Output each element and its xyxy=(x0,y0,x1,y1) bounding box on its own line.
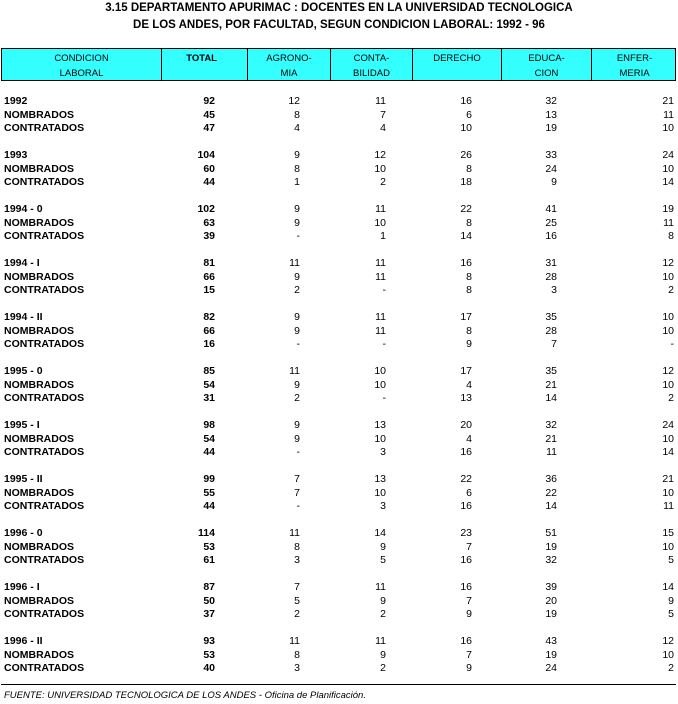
col-derecho-header xyxy=(413,49,502,80)
col-total-value: 85 xyxy=(203,365,215,377)
row-label: NOMBRADOS xyxy=(4,594,74,607)
col-derecho-value: 14 xyxy=(460,230,472,242)
col-total-value: 98 xyxy=(203,419,215,431)
col-derecho-value: 16 xyxy=(460,95,472,107)
col-enfermeria-value: 12 xyxy=(662,257,674,269)
col-educacion-value: 32 xyxy=(545,554,557,566)
col-educacion-value: 14 xyxy=(545,500,557,512)
col-agronomia-value: 3 xyxy=(294,554,300,566)
row-label: NOMBRADOS xyxy=(4,216,74,229)
col-educacion-value: 7 xyxy=(551,338,557,350)
col-enfermeria-value: 19 xyxy=(662,203,674,215)
row-label: NOMBRADOS xyxy=(4,432,74,445)
col-contabilidad-value: 9 xyxy=(380,648,386,661)
row-label: 1994 - I xyxy=(4,257,40,269)
col-contabilidad-value: 11 xyxy=(375,257,386,269)
col-educacion-value: 19 xyxy=(545,608,557,620)
col-educacion-header xyxy=(502,49,592,80)
col-derecho-value: 16 xyxy=(460,581,472,593)
col-derecho-value: 7 xyxy=(466,648,472,661)
col-derecho-value: 8 xyxy=(466,162,472,175)
table-row xyxy=(0,95,678,108)
row-label: CONTRATADOS xyxy=(4,446,85,458)
col-total-value: 39 xyxy=(203,230,215,242)
col-derecho-value: 7 xyxy=(466,594,472,607)
col-enfermeria-value: 24 xyxy=(662,149,674,161)
row-label: CONTRATADOS xyxy=(4,608,85,620)
row-label: CONTRATADOS xyxy=(4,176,85,188)
col-educacion-value: 19 xyxy=(545,540,557,553)
col-enfermeria-value: 11 xyxy=(663,216,674,229)
col-agronomia-value: 7 xyxy=(294,486,300,499)
header-label-line-1: CONTA- xyxy=(353,53,390,64)
col-agronomia-value: 9 xyxy=(294,216,300,229)
col-contabilidad-value: 3 xyxy=(380,500,386,512)
table-row xyxy=(0,433,678,446)
col-contabilidad-value: 5 xyxy=(380,554,386,566)
col-educacion-value: 14 xyxy=(545,392,557,404)
col-educacion-value: 43 xyxy=(545,635,557,647)
col-derecho-value: 17 xyxy=(460,365,472,377)
col-derecho-value: 16 xyxy=(460,554,472,566)
col-enfermeria-value: 10 xyxy=(662,162,674,175)
col-enfermeria-value: 10 xyxy=(662,311,674,323)
col-total-value: 40 xyxy=(203,662,215,674)
col-contabilidad-value: 10 xyxy=(374,216,386,229)
col-educacion-value: 25 xyxy=(545,216,557,229)
col-total-value: 54 xyxy=(203,432,215,445)
col-enfermeria-value: 15 xyxy=(662,527,674,539)
col-enfermeria-value: 21 xyxy=(662,95,674,107)
col-educacion-value: 32 xyxy=(545,95,557,107)
col-derecho-value: 16 xyxy=(460,500,472,512)
col-contabilidad-value: 2 xyxy=(380,662,386,674)
header-label-line-1: TOTAL xyxy=(186,53,217,64)
col-derecho-value: 16 xyxy=(460,257,472,269)
col-educacion-value: 19 xyxy=(545,648,557,661)
col-agronomia-value: - xyxy=(296,500,300,512)
col-derecho-value: 16 xyxy=(460,446,472,458)
col-agronomia-value: - xyxy=(296,446,300,458)
col-total-value: 63 xyxy=(203,216,215,229)
col-educacion-value: 24 xyxy=(545,162,557,175)
col-total-value: 114 xyxy=(198,527,215,539)
col-agronomia-value: 11 xyxy=(289,527,300,539)
col-total-value: 87 xyxy=(203,581,215,593)
col-derecho-value: 9 xyxy=(466,338,472,350)
table-row xyxy=(0,635,678,648)
col-educacion-value: 16 xyxy=(545,230,557,242)
col-educacion-value: 13 xyxy=(545,108,557,121)
table-row xyxy=(0,419,678,432)
col-enfermeria-value: 21 xyxy=(662,473,674,485)
col-derecho-value: 16 xyxy=(460,635,472,647)
col-enfermeria-value: 9 xyxy=(668,594,674,607)
col-contabilidad-value: 10 xyxy=(374,378,386,391)
col-total-value: 104 xyxy=(197,149,215,161)
header-label-line-2: BILIDAD xyxy=(353,68,390,79)
table-row xyxy=(0,176,678,189)
col-contabilidad-value: 10 xyxy=(374,162,386,175)
col-educacion-value: 20 xyxy=(545,594,557,607)
col-agronomia-value: 2 xyxy=(294,284,300,296)
table-row xyxy=(0,541,678,554)
table-row xyxy=(0,271,678,284)
col-enfermeria-value: 5 xyxy=(668,608,674,620)
row-label: CONTRATADOS xyxy=(4,662,85,674)
col-agronomia-value: 4 xyxy=(294,122,300,134)
col-agronomia-value: 9 xyxy=(294,149,300,161)
row-label: NOMBRADOS xyxy=(4,108,74,121)
col-enfermeria-value: 12 xyxy=(662,365,674,377)
col-educacion-value: 41 xyxy=(545,203,557,215)
table-row xyxy=(0,230,678,243)
col-total-value: 81 xyxy=(203,257,215,269)
col-derecho-value: 6 xyxy=(466,108,472,121)
table-row xyxy=(0,257,678,270)
table-row xyxy=(0,595,678,608)
row-label: CONTRATADOS xyxy=(4,230,85,242)
table-row xyxy=(0,608,678,621)
col-contabilidad-value: 10 xyxy=(374,486,386,499)
col-total-value: 61 xyxy=(203,554,215,566)
col-total-value: 44 xyxy=(203,500,215,512)
col-enfermeria-value: 10 xyxy=(662,648,674,661)
col-educacion-value: 28 xyxy=(545,324,557,337)
col-derecho-value: 22 xyxy=(460,473,472,485)
table-row xyxy=(0,109,678,122)
col-derecho-value: 6 xyxy=(466,486,472,499)
col-contabilidad-value: 1 xyxy=(380,230,386,242)
col-total-header xyxy=(162,49,248,80)
header-label-line-1: EDUCA- xyxy=(528,53,565,64)
col-enfermeria-value: 14 xyxy=(662,581,674,593)
col-enfermeria-value: 2 xyxy=(668,662,674,674)
col-educacion-value: 21 xyxy=(545,378,557,391)
col-agronomia-value: 8 xyxy=(294,540,300,553)
col-enfermeria-header xyxy=(592,49,677,80)
col-contabilidad-value: 12 xyxy=(374,149,386,161)
row-label: 1993 xyxy=(4,149,28,161)
row-label: CONTRATADOS xyxy=(4,500,85,512)
col-educacion-value: 51 xyxy=(545,527,557,539)
col-derecho-value: 22 xyxy=(460,203,472,215)
col-enfermeria-value: 10 xyxy=(662,270,674,283)
table-header xyxy=(1,48,676,81)
col-contabilidad-value: 10 xyxy=(374,432,386,445)
col-derecho-value: 7 xyxy=(466,540,472,553)
table-row xyxy=(0,581,678,594)
col-educacion-value: 39 xyxy=(545,581,557,593)
col-educacion-value: 21 xyxy=(545,432,557,445)
row-label: CONTRATADOS xyxy=(4,284,85,296)
col-enfermeria-value: 14 xyxy=(662,446,674,458)
table-row xyxy=(0,649,678,662)
col-contabilidad-value: 9 xyxy=(380,594,386,607)
col-derecho-value: 18 xyxy=(460,176,472,188)
col-total-value: 16 xyxy=(203,338,215,350)
table-row xyxy=(0,554,678,567)
table-bottom-rule xyxy=(1,684,676,685)
col-total-value: 99 xyxy=(203,473,215,485)
col-enfermeria-value: 2 xyxy=(668,284,674,296)
row-label: NOMBRADOS xyxy=(4,648,74,661)
table-row xyxy=(0,662,678,675)
col-educacion-value: 19 xyxy=(545,122,557,134)
col-agronomia-value: 11 xyxy=(289,635,300,647)
col-enfermeria-value: 24 xyxy=(662,419,674,431)
col-enfermeria-value: 5 xyxy=(668,554,674,566)
col-educacion-value: 3 xyxy=(551,284,557,296)
col-total-value: 50 xyxy=(203,594,215,607)
col-contabilidad-value: 14 xyxy=(374,527,386,539)
col-enfermeria-value: 10 xyxy=(662,122,674,134)
col-enfermeria-value: 10 xyxy=(662,540,674,553)
col-agronomia-value: 5 xyxy=(294,594,300,607)
col-total-value: 53 xyxy=(203,540,215,553)
row-label: NOMBRADOS xyxy=(4,540,74,553)
col-total-value: 47 xyxy=(203,122,215,134)
col-enfermeria-value: 10 xyxy=(662,432,674,445)
col-total-value: 31 xyxy=(203,392,215,404)
col-contabilidad-value: 10 xyxy=(374,365,386,377)
col-educacion-value: 11 xyxy=(546,446,557,458)
col-agronomia-value: 9 xyxy=(294,270,300,283)
row-label: 1995 - I xyxy=(4,419,40,431)
col-agronomia-value: 9 xyxy=(294,203,300,215)
col-educacion-value: 31 xyxy=(545,257,557,269)
header-label-line-2: LABORAL xyxy=(59,68,104,79)
col-contabilidad-value: 2 xyxy=(380,608,386,620)
col-total-value: 15 xyxy=(203,284,215,296)
header-label-line-1: AGRONO- xyxy=(266,53,312,64)
col-agronomia-value: 11 xyxy=(289,365,300,377)
row-label: 1994 - 0 xyxy=(4,203,43,215)
col-enfermeria-value: 10 xyxy=(662,486,674,499)
table-title-line-1: 3.15 DEPARTAMENTO APURIMAC : DOCENTES EN LA UNIVERSIDAD TECNOLOGICA xyxy=(105,2,573,14)
col-derecho-value: 10 xyxy=(460,122,472,134)
row-label: 1996 - 0 xyxy=(4,527,43,539)
source-note: FUENTE: UNIVERSIDAD TECNOLOGICA DE LOS ANDES - Oficina de Planificación. xyxy=(4,690,366,701)
table-row xyxy=(0,365,678,378)
col-agronomia-value: 1 xyxy=(294,176,300,188)
col-derecho-value: 8 xyxy=(466,284,472,296)
col-contabilidad-value: 11 xyxy=(375,581,386,593)
col-agronomia-value: - xyxy=(296,230,300,242)
row-label: 1995 - 0 xyxy=(4,365,43,377)
col-total-value: 53 xyxy=(203,648,215,661)
col-contabilidad-value: 11 xyxy=(375,311,386,323)
col-total-value: 45 xyxy=(203,108,215,121)
col-enfermeria-value: 10 xyxy=(662,378,674,391)
col-contabilidad-value: 11 xyxy=(375,324,386,337)
col-agronomia-value: 11 xyxy=(289,257,300,269)
col-derecho-value: 9 xyxy=(466,662,472,674)
col-educacion-value: 22 xyxy=(545,486,557,499)
row-label: CONTRATADOS xyxy=(4,122,85,134)
row-label: 1996 - I xyxy=(4,581,40,593)
table-row xyxy=(0,163,678,176)
col-contabilidad-value: 9 xyxy=(380,540,386,553)
col-derecho-value: 13 xyxy=(460,392,472,404)
col-enfermeria-value: 8 xyxy=(668,230,674,242)
col-total-value: 66 xyxy=(203,270,215,283)
col-educacion-value: 33 xyxy=(545,149,557,161)
col-total-value: 37 xyxy=(203,608,215,620)
col-total-value: 102 xyxy=(197,203,215,215)
header-label-line-2: MIA xyxy=(280,68,298,79)
col-enfermeria-value: 11 xyxy=(663,500,674,512)
row-label: CONTRATADOS xyxy=(4,338,85,350)
col-contabilidad-value: 13 xyxy=(374,473,386,485)
col-contabilidad-value: 11 xyxy=(375,270,386,283)
row-label: CONTRATADOS xyxy=(4,554,85,566)
col-agronomia-value: 9 xyxy=(294,378,300,391)
row-label: NOMBRADOS xyxy=(4,270,74,283)
table-row xyxy=(0,527,678,540)
row-label: NOMBRADOS xyxy=(4,162,74,175)
header-label-line-1: ENFER- xyxy=(616,53,653,64)
table-row xyxy=(0,392,678,405)
col-derecho-value: 23 xyxy=(460,527,472,539)
table-row xyxy=(0,338,678,351)
col-derecho-value: 4 xyxy=(466,432,472,445)
table-row xyxy=(0,487,678,500)
col-agronomia-value: 8 xyxy=(294,648,300,661)
table-row xyxy=(0,473,678,486)
row-label: NOMBRADOS xyxy=(4,378,74,391)
header-label-line-2: MERIA xyxy=(619,68,650,79)
table-row xyxy=(0,311,678,324)
col-educacion-value: 35 xyxy=(545,365,557,377)
col-agronomia-value: 8 xyxy=(294,108,300,121)
row-label: 1996 - II xyxy=(4,635,43,647)
table-row xyxy=(0,149,678,162)
col-contabilidad-value: 13 xyxy=(374,419,386,431)
col-agronomia-value: 3 xyxy=(294,662,300,674)
col-enfermeria-value: 14 xyxy=(662,176,674,188)
col-total-value: 55 xyxy=(203,486,215,499)
col-contabilidad-value: - xyxy=(382,338,386,350)
col-total-value: 82 xyxy=(203,311,215,323)
col-total-value: 93 xyxy=(203,635,215,647)
col-agronomia-value: 7 xyxy=(294,581,300,593)
col-condicion-laboral-header xyxy=(2,49,162,80)
col-educacion-value: 32 xyxy=(545,419,557,431)
header-label-line-1: DERECHO xyxy=(433,53,481,64)
col-total-value: 54 xyxy=(203,378,215,391)
table-title-line-2: DE LOS ANDES, POR FACULTAD, SEGUN CONDICION LABORAL: 1992 - 96 xyxy=(133,19,545,31)
row-label: 1994 - II xyxy=(4,311,43,323)
col-derecho-value: 20 xyxy=(460,419,472,431)
col-agronomia-value: 7 xyxy=(294,473,300,485)
header-label-line-1: CONDICION xyxy=(54,53,109,64)
col-contabilidad-value: 11 xyxy=(375,203,386,215)
row-label: CONTRATADOS xyxy=(4,392,85,404)
col-agronomia-value: 9 xyxy=(294,311,300,323)
col-contabilidad-header xyxy=(331,49,413,80)
row-label: NOMBRADOS xyxy=(4,324,74,337)
col-derecho-value: 8 xyxy=(466,270,472,283)
col-total-value: 60 xyxy=(203,162,215,175)
table-row xyxy=(0,284,678,297)
row-label: 1992 xyxy=(4,95,28,107)
row-label: 1995 - II xyxy=(4,473,43,485)
col-educacion-value: 24 xyxy=(545,662,557,674)
col-agronomia-value: 9 xyxy=(294,419,300,431)
col-total-value: 44 xyxy=(203,446,215,458)
col-educacion-value: 9 xyxy=(551,176,557,188)
col-derecho-value: 8 xyxy=(466,216,472,229)
col-agronomia-value: 9 xyxy=(294,324,300,337)
col-educacion-value: 36 xyxy=(545,473,557,485)
col-enfermeria-value: - xyxy=(670,338,674,350)
col-agronomia-header xyxy=(248,49,331,80)
col-total-value: 92 xyxy=(203,95,215,107)
col-agronomia-value: 9 xyxy=(294,432,300,445)
col-enfermeria-value: 10 xyxy=(662,324,674,337)
table-row xyxy=(0,203,678,216)
col-educacion-value: 28 xyxy=(545,270,557,283)
col-enfermeria-value: 11 xyxy=(663,108,674,121)
table-row xyxy=(0,379,678,392)
table-row xyxy=(0,446,678,459)
col-enfermeria-value: 2 xyxy=(668,392,674,404)
col-contabilidad-value: 3 xyxy=(380,446,386,458)
col-agronomia-value: 2 xyxy=(294,608,300,620)
col-contabilidad-value: 2 xyxy=(380,176,386,188)
col-total-value: 66 xyxy=(203,324,215,337)
col-contabilidad-value: 7 xyxy=(380,108,386,121)
header-label-line-2: CION xyxy=(534,68,559,79)
table-row xyxy=(0,217,678,230)
col-total-value: 44 xyxy=(203,176,215,188)
col-agronomia-value: - xyxy=(296,338,300,350)
col-enfermeria-value: 12 xyxy=(662,635,674,647)
col-agronomia-value: 8 xyxy=(294,162,300,175)
col-contabilidad-value: - xyxy=(382,392,386,404)
col-contabilidad-value: - xyxy=(382,284,386,296)
col-contabilidad-value: 11 xyxy=(375,95,386,107)
col-derecho-value: 4 xyxy=(466,378,472,391)
table-row xyxy=(0,500,678,513)
col-derecho-value: 8 xyxy=(466,324,472,337)
col-derecho-value: 9 xyxy=(466,608,472,620)
row-label: NOMBRADOS xyxy=(4,486,74,499)
col-contabilidad-value: 11 xyxy=(375,635,386,647)
table-row xyxy=(0,122,678,135)
col-agronomia-value: 2 xyxy=(294,392,300,404)
col-educacion-value: 35 xyxy=(545,311,557,323)
col-contabilidad-value: 4 xyxy=(380,122,386,134)
col-agronomia-value: 12 xyxy=(288,95,300,107)
table-row xyxy=(0,325,678,338)
col-derecho-value: 26 xyxy=(460,149,472,161)
col-derecho-value: 17 xyxy=(460,311,472,323)
